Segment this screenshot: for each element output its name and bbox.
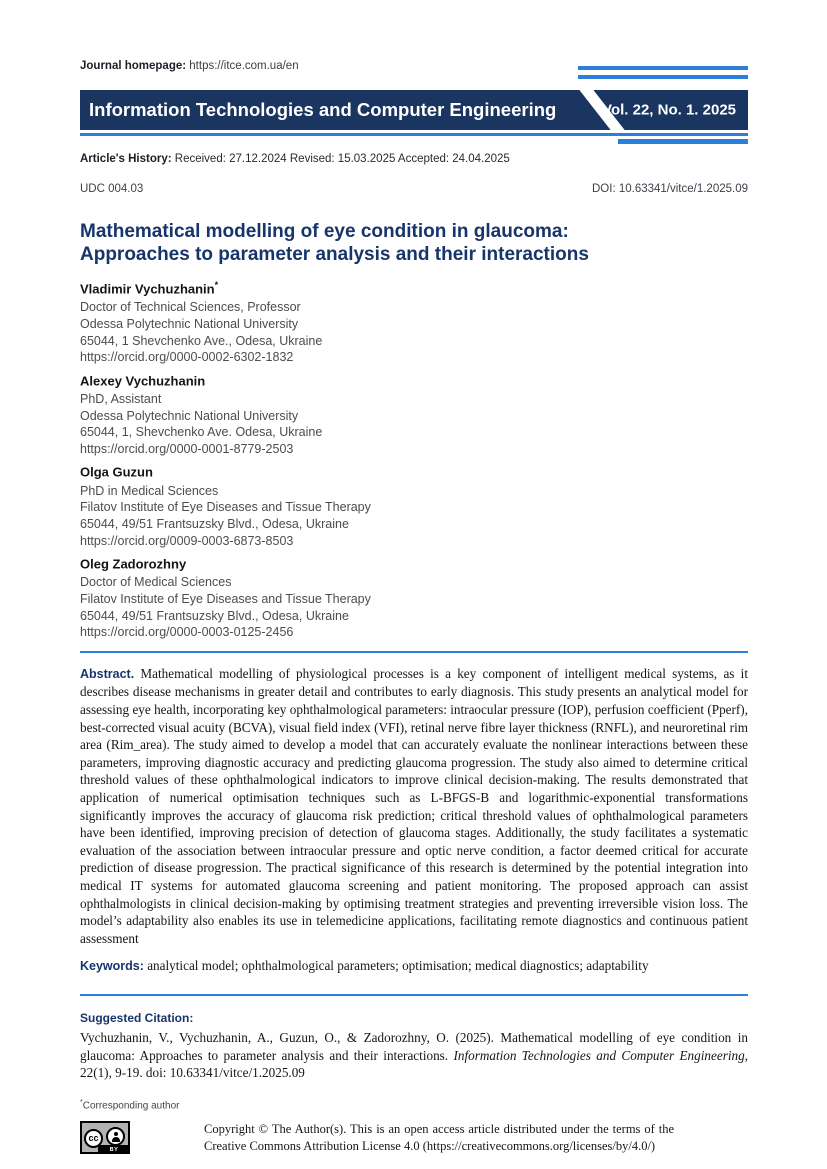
author-orcid-link[interactable]: https://orcid.org/0000-0002-6302-1832 bbox=[80, 350, 294, 365]
keywords-label: Keywords: bbox=[80, 959, 144, 974]
accent-line-under-banner-right bbox=[618, 139, 748, 144]
corresponding-author-note bbox=[80, 1099, 748, 1111]
author-name: Alexey Vychuzhanin bbox=[80, 373, 206, 389]
suggested-citation-text bbox=[80, 1029, 748, 1082]
accent-line-under-banner bbox=[80, 133, 748, 136]
keywords-line bbox=[80, 958, 748, 974]
cc-by-strip: BY bbox=[98, 1145, 130, 1154]
article-history-dates: Received: 27.12.2024 Revised: 15.03.2025 Accepted: 24.04.2025 bbox=[174, 153, 510, 165]
journal-homepage-link[interactable]: https://itce.com.ua/en bbox=[189, 60, 299, 72]
accent-line-top-2 bbox=[578, 75, 748, 79]
author-affiliation: Odessa Polytechnic National University bbox=[80, 408, 299, 423]
citation-journal-name: Information Technologies and Computer Engineering bbox=[453, 1047, 745, 1063]
cc-by-license-badge[interactable] bbox=[80, 1121, 130, 1154]
corresponding-note-text: Corresponding author bbox=[82, 1100, 180, 1112]
abstract-text: Mathematical modelling of physiological processes is a key component of intelligent medical systems, as it describes disease mechanisms in greater detail and contributes to early diagnosis. This study presents an analytical model for assessing eye health, incorporating key ophthalmological parameters: intraocular pressure (IOP), perfusion coefficient (Pperf), best-corrected visual acuity (BCVA), visual field index (VFI), retinal nerve fibre layer thickness (RNFL), and neuroretinal rim area (Rim_area). The study aimed to develop a model that can accurately evaluate the nonlinear interactions between these parameters, improving diagnostic accuracy and predicting glaucoma progression. The study also aimed to determine critical threshold values of these ophthalmological indicators to improve clinical decision-making. The results demonstrated that application of numerical optimisation techniques such as L-BFGS-B and logarithmic-exponential transformations significantly improves the accuracy of glaucoma risk prediction; critical threshold values of ophthalmological parameters have been identified, improving precision of detection of glaucoma stages. Additionally, the study facilitates a systematic evaluation of the association between intraocular pressure and optic nerve condition, a factor deemed critical for accurate prediction of disease progression. The practical significance of this research is determined by the potential integration into medical IT systems for automated glaucoma screening and patient monitoring. The proposed approach can assist ophthalmologists in clinical decision-making by optimising treatment strategies and preventing irreversible vision loss. The model’s adaptability also enables its use in telemedicine applications, facilitating remote diagnostics and continuous patient assessment bbox=[80, 665, 748, 946]
article-history-label: Article's History: bbox=[80, 153, 172, 165]
corresponding-note-marker: * bbox=[80, 1098, 83, 1106]
cc-icon: cc bbox=[84, 1129, 103, 1148]
author-orcid-link[interactable]: https://orcid.org/0009-0003-6873-8503 bbox=[80, 533, 294, 548]
author-name: Oleg Zadorozhny bbox=[80, 556, 187, 572]
person-icon bbox=[106, 1127, 125, 1146]
author-name: Olga Guzun bbox=[80, 464, 153, 480]
author-address: 65044, 49/51 Frantsuzsky Blvd., Odesa, Ukraine bbox=[80, 608, 349, 623]
abstract-label: Abstract. bbox=[80, 666, 135, 681]
divider-above-abstract bbox=[80, 651, 748, 653]
license-row bbox=[80, 1121, 748, 1154]
author-orcid-link[interactable]: https://orcid.org/0000-0001-8779-2503 bbox=[80, 441, 294, 456]
article-history bbox=[80, 153, 748, 165]
journal-homepage-label: Journal homepage: bbox=[80, 60, 187, 72]
author-name: Vladimir Vychuzhanin* bbox=[80, 280, 219, 297]
corresponding-marker: * bbox=[214, 280, 219, 290]
article-title-line2: Approaches to parameter analysis and their interactions bbox=[80, 244, 589, 265]
author-address: 65044, 49/51 Frantsuzsky Blvd., Odesa, Ukraine bbox=[80, 516, 349, 531]
citation-authors-part: Vychuzhanin, V., Vychuzhanin, A., Guzun, O., & Zadorozhny, O. (2025). Mathematical modelling of eye condition in glaucoma: Approaches to parameter analysis and their interactions. bbox=[80, 1030, 748, 1063]
doi-code: DOI: 10.63341/vitce/1.2025.09 bbox=[592, 183, 748, 195]
abstract-paragraph bbox=[80, 665, 748, 948]
citation-issue-doi-part: , 22(1), 9-19. doi: 10.63341/vitce/1.2025.09 bbox=[80, 1047, 748, 1081]
author-block bbox=[80, 372, 748, 458]
author-affiliation: Odessa Polytechnic National University bbox=[80, 316, 299, 331]
journal-homepage bbox=[80, 60, 299, 72]
author-degree: PhD in Medical Sciences bbox=[80, 483, 219, 498]
article-first-page bbox=[80, 0, 748, 1154]
author-address: 65044, 1, Shevchenko Ave. Odesa, Ukraine bbox=[80, 425, 323, 440]
author-block bbox=[80, 555, 748, 641]
article-title-line1: Mathematical modelling of eye condition in glaucoma: bbox=[80, 221, 569, 242]
author-block bbox=[80, 463, 748, 549]
journal-title: Information Technologies and Computer Engineering bbox=[89, 99, 557, 120]
journal-issue: Vol. 22, No. 1. 2025 bbox=[602, 101, 736, 119]
accent-line-top-1 bbox=[578, 66, 748, 70]
author-block bbox=[80, 280, 748, 366]
authors-section bbox=[80, 280, 748, 641]
author-degree: Doctor of Medical Sciences bbox=[80, 575, 232, 590]
divider-above-citation bbox=[80, 994, 748, 996]
journal-banner bbox=[80, 90, 748, 130]
author-affiliation: Filatov Institute of Eye Diseases and Tissue Therapy bbox=[80, 592, 371, 607]
copyright-text: Copyright © The Author(s). This is an open access article distributed under the terms of the Creative Commons Attribution License 4.0 (https://creativecommons.org/licenses/by/4.0/) bbox=[204, 1122, 674, 1153]
journal-homepage-row bbox=[80, 58, 748, 82]
suggested-citation-label: Suggested Citation: bbox=[80, 1011, 194, 1026]
keywords-text: analytical model; ophthalmological parameters; optimisation; medical diagnostics; adaptability bbox=[147, 958, 649, 974]
author-affiliation: Filatov Institute of Eye Diseases and Tissue Therapy bbox=[80, 500, 371, 515]
author-orcid-link[interactable]: https://orcid.org/0000-0003-0125-2456 bbox=[80, 625, 294, 640]
udc-doi-row bbox=[80, 183, 748, 195]
author-degree: PhD, Assistant bbox=[80, 392, 162, 407]
article-title bbox=[80, 220, 748, 266]
udc-code: UDC 004.03 bbox=[80, 183, 144, 195]
author-degree: Doctor of Technical Sciences, Professor bbox=[80, 300, 301, 315]
author-address: 65044, 1 Shevchenko Ave., Odesa, Ukraine bbox=[80, 333, 323, 348]
